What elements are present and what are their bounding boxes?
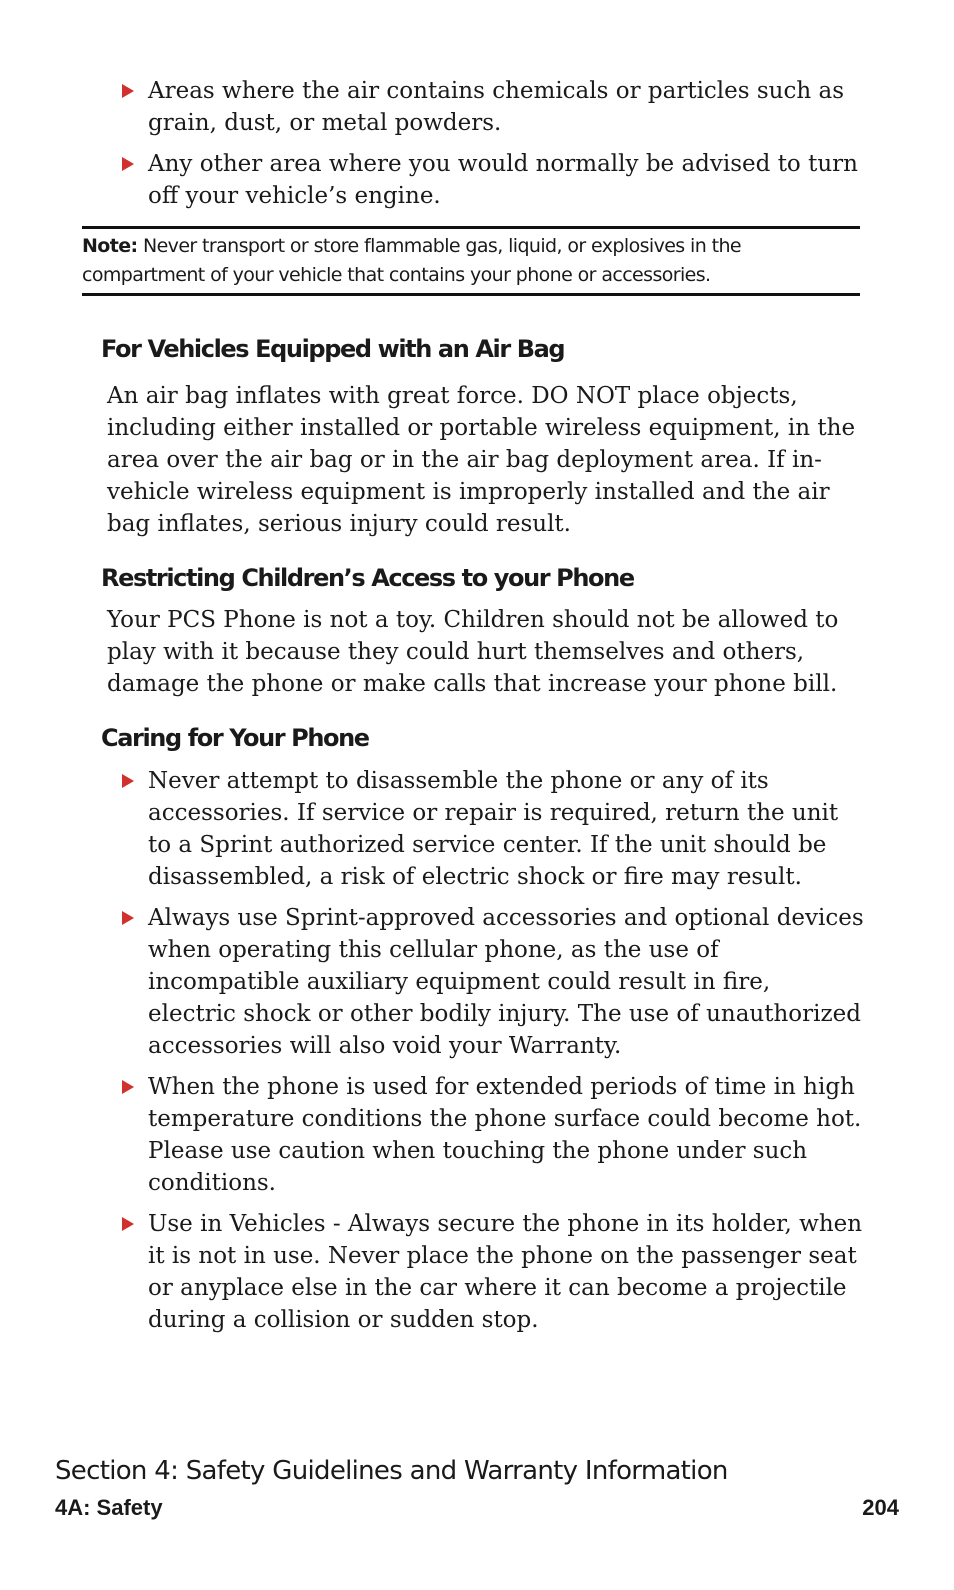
list-item xyxy=(120,75,865,139)
top-bullet-list xyxy=(120,75,865,221)
note-label: Note: xyxy=(82,235,138,257)
list-item xyxy=(120,902,865,1062)
triangle-bullet-icon xyxy=(122,84,134,98)
children-access-paragraph: Your PCS Phone is not a toy. Children should not be allowed to play with it because they could hurt themselves and others, damage the phone or make calls that increase your phone bill. xyxy=(107,607,839,697)
list-item xyxy=(120,1071,865,1199)
air-bag-paragraph: An air bag inflates with great force. DO NOT place objects, including either installed or portable wireless equipment, in the area over the air bag or in the air bag deployment area. If in-vehicle wireless equipment is improperly installed and the air bag inflates, serious injury could result. xyxy=(107,383,856,537)
list-item xyxy=(120,148,865,212)
caring-heading: Caring for Your Phone xyxy=(101,724,369,752)
bullet-text: Always use Sprint-approved accessories and optional devices when operating this cellular phone, as the use of incompatible auxiliary equipment could result in fire, electric shock or other bodily injury. The use of unauthorized accessories will also void your Warranty. xyxy=(148,905,864,1059)
triangle-bullet-icon xyxy=(122,1080,134,1094)
note-text: Never transport or store flammable gas, liquid, or explosives in the compartment of your vehicle that contains your phone or accessories. xyxy=(82,235,741,286)
footer-subsection: 4A: Safety xyxy=(55,1495,163,1520)
children-access-heading: Restricting Children’s Access to your Phone xyxy=(101,564,634,592)
bullet-text: Use in Vehicles - Always secure the phone in its holder, when it is not in use. Never place the phone on the passenger seat or anyplace else in the car where it can become a projectile during a collision or sudden stop. xyxy=(148,1211,863,1333)
note-box xyxy=(82,226,860,296)
air-bag-heading: For Vehicles Equipped with an Air Bag xyxy=(101,335,565,363)
bullet-text: Never attempt to disassemble the phone or any of its accessories. If service or repair is required, return the unit to a Sprint authorized service center. If the unit should be disassembled, a risk of electric shock or fire may result. xyxy=(148,768,839,890)
triangle-bullet-icon xyxy=(122,1217,134,1231)
list-item xyxy=(120,765,865,893)
list-item xyxy=(120,1208,865,1336)
triangle-bullet-icon xyxy=(122,774,134,788)
footer-section-title: Section 4: Safety Guidelines and Warranty Information xyxy=(55,1456,728,1486)
bullet-text: Any other area where you would normally be advised to turn off your vehicle’s engine. xyxy=(148,151,858,209)
triangle-bullet-icon xyxy=(122,157,134,171)
page-number: 204 xyxy=(862,1495,899,1520)
triangle-bullet-icon xyxy=(122,911,134,925)
caring-bullet-list xyxy=(120,765,865,1345)
bullet-text: Areas where the air contains chemicals or particles such as grain, dust, or metal powders. xyxy=(148,78,845,136)
bullet-text: When the phone is used for extended periods of time in high temperature conditions the phone surface could become hot. Please use caution when touching the phone under such conditions. xyxy=(148,1074,862,1196)
